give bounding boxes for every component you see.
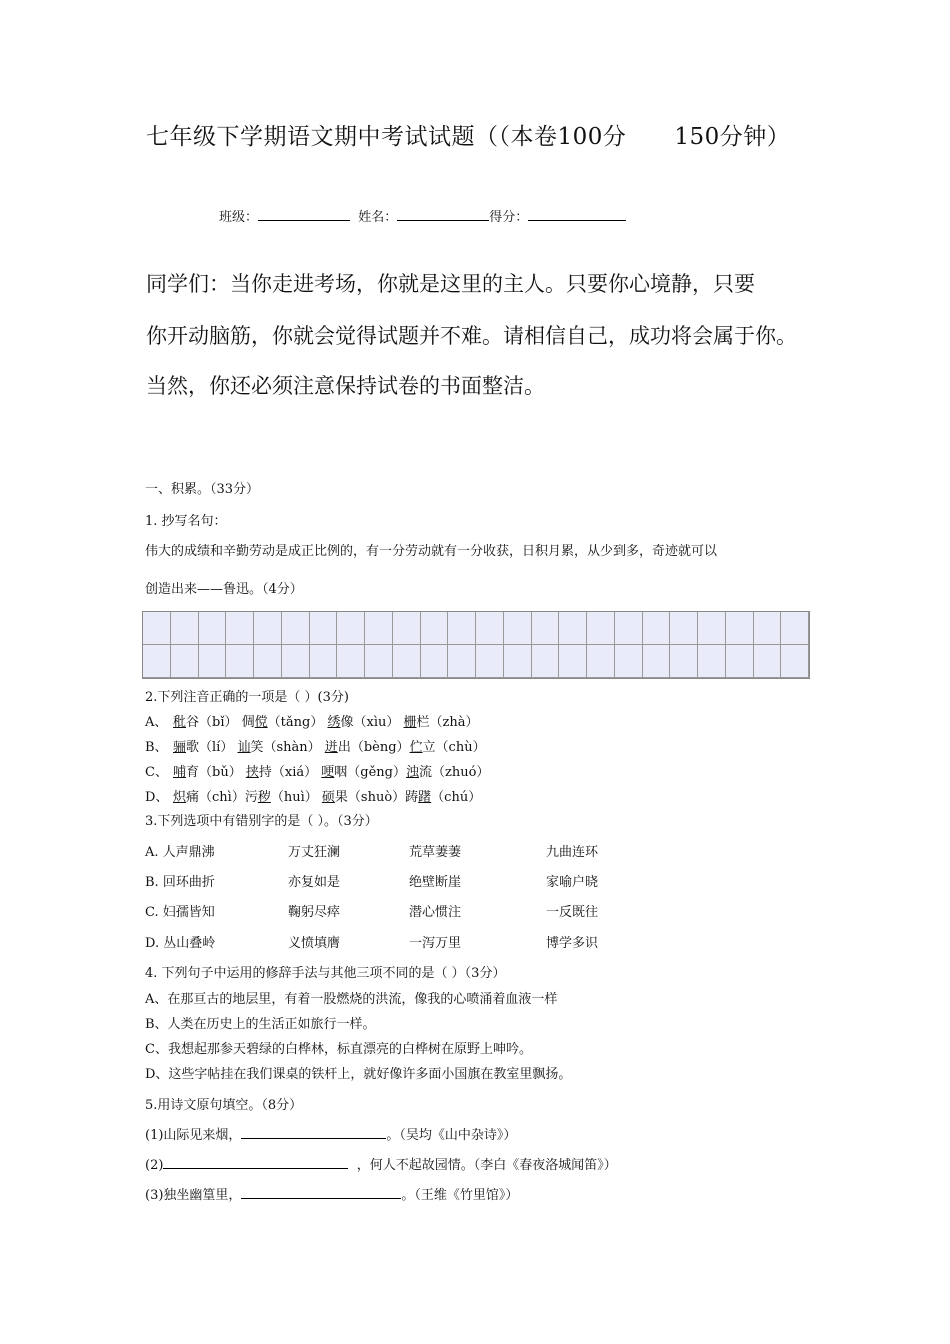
grid-cell[interactable] bbox=[226, 645, 254, 678]
grid-cell[interactable] bbox=[476, 612, 504, 645]
q3-option-item: 家喻户晓 bbox=[546, 875, 599, 890]
grid-cell[interactable] bbox=[670, 612, 698, 645]
grid-cell[interactable] bbox=[226, 612, 254, 645]
intro-line-1: 同学们：当你走进考场，你就是这里的主人。只要你心境静，只要 bbox=[146, 272, 755, 296]
grid-cell[interactable] bbox=[282, 645, 310, 678]
q3-option-item: 绝壁断崖 bbox=[409, 875, 462, 890]
q2-option: D、 炽痛（chì）污秽（huì） 硕果（shuò）踌躇（chú） bbox=[145, 790, 482, 805]
grid-cell[interactable] bbox=[754, 645, 782, 678]
grid-cell[interactable] bbox=[199, 612, 227, 645]
q1-quote-line-2: 创造出来——鲁迅。（4分） bbox=[145, 582, 303, 597]
q3-option-item: 鞠躬尽瘁 bbox=[288, 905, 341, 920]
q3-option-item: C. 妇孺皆知 bbox=[145, 905, 215, 920]
q1-label: 1. 抄写名句： bbox=[145, 514, 227, 529]
grid-cell[interactable] bbox=[254, 612, 282, 645]
q4-option-a: A、在那亘古的地层里，有着一股燃烧的洪流，像我的心喷涌着血液一样 bbox=[145, 992, 558, 1007]
grid-cell[interactable] bbox=[448, 612, 476, 645]
q3-option-item: 潜心惯注 bbox=[409, 905, 462, 920]
q5-blank-2[interactable] bbox=[163, 1155, 348, 1169]
q3-option-item: 万丈狂澜 bbox=[288, 845, 341, 860]
grid-cell[interactable] bbox=[781, 645, 809, 678]
grid-cell[interactable] bbox=[504, 645, 532, 678]
q4-option-d: D、这些字帖挂在我们课桌的铁杆上，就好像许多面小国旗在教室里飘扬。 bbox=[145, 1067, 572, 1082]
q3-option-item: 义愤填膺 bbox=[288, 936, 341, 951]
q4-option-c: C、我想起那参天碧绿的白桦林，标直漂亮的白桦树在原野上呻吟。 bbox=[145, 1042, 532, 1057]
grid-cell[interactable] bbox=[643, 645, 671, 678]
grid-cell[interactable] bbox=[615, 645, 643, 678]
intro-line-3: 当然，你还必须注意保持试卷的书面整洁。 bbox=[146, 374, 545, 398]
grid-cell[interactable] bbox=[559, 612, 587, 645]
grid-cell[interactable] bbox=[587, 645, 615, 678]
grid-cell[interactable] bbox=[337, 645, 365, 678]
q3-option-item: D. 丛山叠岭 bbox=[145, 936, 216, 951]
q2-option: A、 秕谷（bǐ） 倜傥（tǎng） 绣像（xìu） 栅栏（zhà） bbox=[145, 715, 479, 730]
grid-cell[interactable] bbox=[310, 612, 338, 645]
grid-cell[interactable] bbox=[532, 612, 560, 645]
grid-cell[interactable] bbox=[171, 645, 199, 678]
grid-cell[interactable] bbox=[421, 612, 449, 645]
grid-cell[interactable] bbox=[282, 612, 310, 645]
q3-option-item: 一反既往 bbox=[546, 905, 599, 920]
grid-cell[interactable] bbox=[726, 645, 754, 678]
q2-option: B、 骊歌（lí） 讪笑（shàn） 迸出（bèng）伫立（chù） bbox=[145, 740, 486, 755]
grid-cell[interactable] bbox=[199, 645, 227, 678]
section-1-heading: 一、积累。（33分） bbox=[145, 482, 260, 497]
q3-label: 3.下列选项中有错别字的是（ ）。（3分） bbox=[145, 814, 378, 829]
q3-option-item: 一泻万里 bbox=[409, 936, 462, 951]
grid-cell[interactable] bbox=[310, 645, 338, 678]
q3-option-item: A. 人声鼎沸 bbox=[145, 845, 215, 860]
score-blank[interactable] bbox=[528, 206, 626, 221]
q1-quote-line-1: 伟大的成绩和辛勤劳动是成正比例的，有一分劳动就有一分收获，日积月累，从少到多，奇迹就可以 bbox=[145, 544, 718, 559]
q5-blank-1[interactable] bbox=[241, 1125, 386, 1139]
name-blank[interactable] bbox=[397, 206, 489, 221]
grid-cell[interactable] bbox=[337, 612, 365, 645]
grid-cell[interactable] bbox=[393, 612, 421, 645]
grid-cell[interactable] bbox=[698, 645, 726, 678]
grid-cell[interactable] bbox=[615, 612, 643, 645]
q2-option: C、 哺育（bǔ） 挟持（xiá） 哽咽（gěng）浊流（zhuó） bbox=[145, 765, 490, 780]
grid-cell[interactable] bbox=[643, 612, 671, 645]
score-label: 得分： bbox=[489, 210, 529, 225]
grid-cell[interactable] bbox=[726, 612, 754, 645]
writing-grid[interactable] bbox=[142, 611, 810, 679]
grid-cell[interactable] bbox=[476, 645, 504, 678]
q3-option-item: 荒草萋萋 bbox=[409, 845, 462, 860]
q3-option-item: 博学多识 bbox=[546, 936, 599, 951]
grid-cell[interactable] bbox=[393, 645, 421, 678]
q5-label: 5.用诗文原句填空。（8分） bbox=[145, 1098, 303, 1113]
grid-cell[interactable] bbox=[421, 645, 449, 678]
grid-cell[interactable] bbox=[254, 645, 282, 678]
q4-label: 4. 下列句子中运用的修辞手法与其他三项不同的是（ ）（3分） bbox=[145, 966, 506, 981]
grid-cell[interactable] bbox=[171, 612, 199, 645]
grid-cell[interactable] bbox=[365, 612, 393, 645]
grid-cell[interactable] bbox=[670, 645, 698, 678]
grid-cell[interactable] bbox=[587, 612, 615, 645]
q3-option-item: B. 回环曲折 bbox=[145, 875, 215, 890]
q3-option-item: 九曲连环 bbox=[546, 845, 599, 860]
grid-cell[interactable] bbox=[559, 645, 587, 678]
grid-cell[interactable] bbox=[504, 612, 532, 645]
q5-blank-3[interactable] bbox=[241, 1185, 401, 1199]
grid-cell[interactable] bbox=[448, 645, 476, 678]
q5-item-2: (2) ，何人不起故园情。（李白《春夜洛城闻笛》） bbox=[145, 1154, 617, 1173]
q3-option-item: 亦复如是 bbox=[288, 875, 341, 890]
intro-line-2: 你开动脑筋，你就会觉得试题并不难。请相信自己，成功将会属于你。 bbox=[146, 324, 797, 348]
grid-cell[interactable] bbox=[754, 612, 782, 645]
class-blank[interactable] bbox=[258, 206, 350, 221]
grid-cell[interactable] bbox=[365, 645, 393, 678]
name-label: 姓名： bbox=[358, 210, 398, 225]
grid-cell[interactable] bbox=[781, 612, 809, 645]
grid-cell[interactable] bbox=[532, 645, 560, 678]
q4-option-b: B、人类在历史上的生活正如旅行一样。 bbox=[145, 1017, 376, 1032]
class-label: 班级： bbox=[219, 210, 259, 225]
student-info bbox=[219, 206, 626, 225]
q5-item-3: (3)独坐幽篁里， 。（王维《竹里馆》） bbox=[145, 1184, 518, 1203]
q2-label: 2.下列注音正确的一项是（ ）(3分) bbox=[145, 690, 349, 705]
q5-item-1: (1)山际见来烟， 。（吴均《山中杂诗》） bbox=[145, 1124, 516, 1143]
page-title: 七年级下学期语文期中考试试题（（本卷100分 150分钟） bbox=[146, 124, 791, 150]
grid-cell[interactable] bbox=[143, 612, 171, 645]
grid-cell[interactable] bbox=[143, 645, 171, 678]
grid-cell[interactable] bbox=[698, 612, 726, 645]
